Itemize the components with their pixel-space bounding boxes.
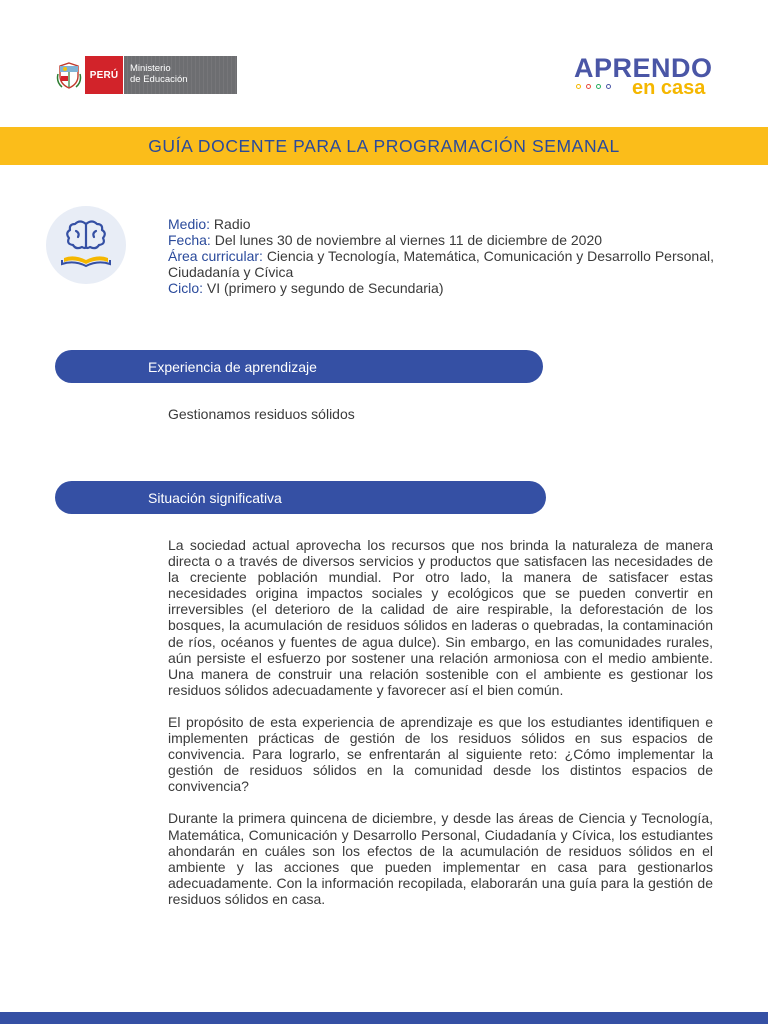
area-label: Área curricular: [168,248,263,264]
paragraph: La sociedad actual aprovecha los recursos que nos brinda la naturaleza de manera directa o a través de diversos servicios y productos que satisfacen las necesidades de la creciente población mundial. Por otro lado, la manera de satisfacer estas necesidades origina impactos sociales y ecológicos que se pueden convertir en irreversibles (el deterioro de la calidad de aire respirable, la deforestación de los bosques, la acumulación de residuos sólidos en laderas o quebradas, la contaminación de ríos, océanos y fuentes de agua dulce). Sin embargo, en las comunidades rurales, aún persiste el esfuerzo por sostener una relación armoniosa con el medio ambiente. Una manera de construir una relación sostenible con el ambiente es gestionar los residuos sólidos adecuadamente y favorecer así el bien común. [168,537,713,698]
info-area [168,248,728,280]
paragraph: El propósito de esta experiencia de aprendizaje es que los estudiantes identifiquen e implementen prácticas de gestión de los residuos sólidos en sus espacios de convivencia. Para lograrlo, se enfrentarán al siguiente reto: ¿Cómo implementar la gestión de residuos sólidos en la comunidad desde los distintos espacios de convivencia? [168,713,713,795]
brain-book-icon [46,206,126,284]
brand-en-casa: en casa [632,77,706,99]
info-fecha [168,232,728,248]
ministry-name [123,56,237,94]
fecha-value: Del lunes 30 de noviembre al viernes 11 de diciembre de 2020 [214,232,603,248]
aprendo-en-casa-logo [574,54,716,100]
ciclo-label: Ciclo: [168,280,204,296]
section-heading-experiencia: Experiencia de aprendizaje [55,350,543,383]
course-info [168,216,728,296]
title-bar [0,127,768,165]
medio-value: Radio [213,216,251,232]
situacion-body [168,537,713,923]
brand-dots [576,84,611,89]
country-badge: PERÚ [85,56,123,94]
medio-label: Medio: [168,216,211,232]
ciclo-value: VI (primero y segundo de Secundaria) [206,280,444,296]
ministry-logo [53,56,237,94]
coat-of-arms-icon [53,56,85,94]
ministry-name-line2: de Educación [130,73,188,85]
paragraph: Durante la primera quincena de diciembre, y desde las áreas de Ciencia y Tecnología, Matemática, Comunicación y Desarrollo Personal, Ciudadanía y Cívica, los estudiantes ahondarán en cuáles son los efectos de la acumulación de residuos sólidos en el ambiente y las acciones que pueden implementar en casa para gestionarlos adecuadamente. Con la información recopilada, elaborarán una guía para la gestión de residuos sólidos en casa. [168,810,713,907]
footer-bar [0,1012,768,1024]
experiencia-text: Gestionamos residuos sólidos [168,406,355,422]
area-value: Ciencia y Tecnología, Matemática, Comunicación y Desarrollo Personal, Ciudadanía y Cívica [168,248,714,280]
brand-aprendo: APRENDO [574,53,713,83]
info-medio [168,216,728,232]
fecha-label: Fecha: [168,232,211,248]
ministry-name-line1: Ministerio [130,63,171,74]
info-ciclo [168,280,728,296]
section-heading-situacion: Situación significativa [55,481,546,514]
page-title: GUÍA DOCENTE PARA LA PROGRAMACIÓN SEMANAL [148,135,620,156]
